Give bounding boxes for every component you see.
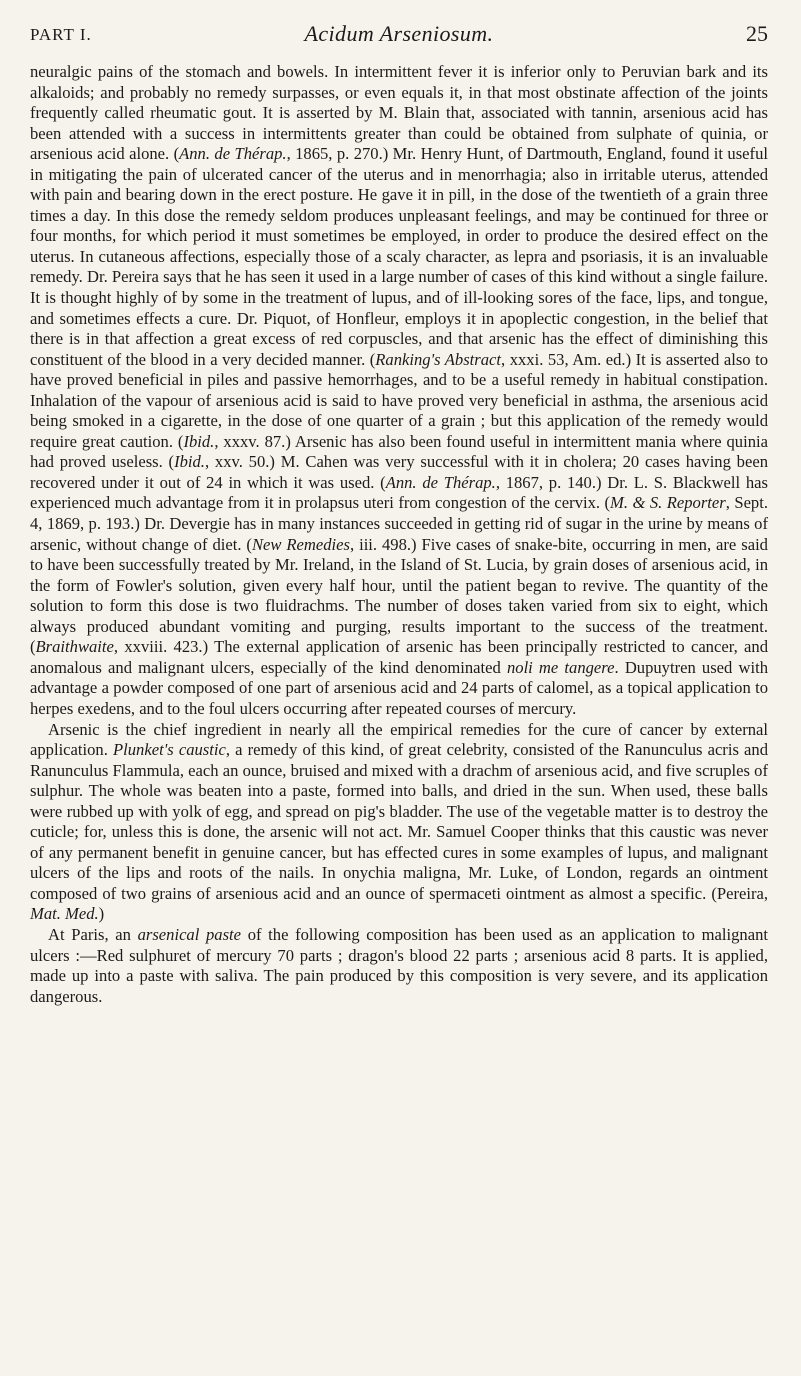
italic-text: Ibid. (183, 431, 215, 451)
page-number: 25 (746, 21, 768, 46)
text-run: , 1867, p. 140.) Dr. L. S. Blackwell has experienced much advantage from it in prolapsus uteri from congestion of the cervix. ( (30, 472, 768, 513)
italic-text: noli me tangere (506, 657, 615, 677)
paragraph (30, 720, 768, 925)
paragraph (30, 925, 768, 1007)
text-run: , iii. 498.) Five cases of snake-bite, occurring in men, are said to have been successfully treated by Mr. Ireland, in the Island of St. Lucia, by grain doses of arsenious acid, in the form of Fowler's solution, given every half hour, until the patient began to revive. The quantity of the solution to form this dose is two fluidrachms. The number of doses taken varied from six to eight, which always produced abundant vomiting and purging, results important to the success of the treatment. ( (30, 534, 768, 657)
body-text (30, 62, 768, 1007)
paragraph (30, 62, 768, 720)
italic-text: arsenical paste (137, 924, 242, 944)
part-label: PART I. (30, 25, 92, 44)
italic-text: Ann. de Thérap. (385, 472, 496, 492)
running-head (30, 21, 768, 49)
italic-text: Braithwaite (35, 637, 114, 657)
text-run: of the following composition has been used as an application to malignant ulcers :—Red sulphuret of mercury 70 parts ; dragon's blood 22 parts ; arsenious acid 8 parts. It is applied, made up into a paste with saliva. The pain produced by this composition is very severe, and its application dangerous. (30, 924, 768, 1006)
text-run: , a remedy of this kind, of great celebrity, consisted of the Ranunculus acris and Ranunculus Flammula, each an ounce, bruised and mixed with a drachm of arsenious acid, and five scruples of sulphur. The whole was beaten into a paste, formed into balls, and dried in the sun. When used, these balls were rubbed up with yolk of egg, and spread on pig's bladder. The use of the vegetable matter is to destroy the cuticle; for, unless this is done, the arsenic will not act. Mr. Samuel Cooper thinks that this caustic was never of any permanent benefit in genuine cancer, but has effected cures in some examples of lupus, and malignant ulcers of the lips and roots of the nails. In onychia maligna, Mr. Luke, of London, regards an ointment composed of two grains of arsenious acid and an ounce of spermaceti ointment as almost a specific. (Pereira, (30, 740, 768, 903)
italic-text: Ibid. (174, 452, 205, 472)
text-run: , xxxi. 53, Am. ed.) It is asserted also to have proved beneficial in piles and passive hemorrhages, and to be a useful remedy in habitual constipation. Inhalation of the vapour of arsenious acid is said to have proved very beneficial in asthma, the arsenious acid being smoked in a cigarette, in the dose of one quarter of a grain ; but this application of the remedy would require great caution. ( (30, 349, 768, 451)
text-run: Arsenic is the chief ingredient in nearly all the empirical remedies for the cure of cancer by external application. (30, 719, 768, 760)
text-run: , xxxv. 87.) Arsenic has also been found useful in intermittent mania where quinia had proved useless. ( (30, 431, 768, 472)
text-run: ) (98, 904, 105, 924)
text-run: . Dupuytren used with advantage a powder composed of one part of arsenious acid and 24 parts of calomel, as a topical application to herpes exedens, and to the foul ulcers occurring after repeated courses of mercury. (30, 657, 768, 718)
italic-text: New Remedies (251, 534, 350, 554)
italic-text: M. & S. Reporter (610, 493, 726, 513)
text-run: At Paris, an (48, 924, 138, 944)
text-run: , 1865, p. 270.) Mr. Henry Hunt, of Dartmouth, England, found it useful in mitigating the pain of ulcerated cancer of the uterus and in menorrhagia; also in irritable uterus, attended with pain and bearing down in the erect posture. He gave it in pill, in the dose of the twentieth of a grain three times a day. In this dose the remedy seldom produces unpleasant feelings, and may be continued for three or four months, for which period it must sometimes be employed, in order to produce the desired effect on the uterus. In cutaneous affections, especially those of a scaly character, as lepra and psoriasis, it is an invaluable remedy. Dr. Pereira says that he has seen it used in a large number of cases of this kind without a single failure. It is thought highly of by some in the treatment of lupus, and of ill-looking sores of the face, lips, and tongue, and sometimes effects a cure. Dr. Piquot, of Honfleur, employs it in apoplectic congestion, in the belief that there is in that affection a great excess of red corpuscles, and that arsenic has the effect of diminishing this constituent of the blood in a very decided manner. ( (30, 144, 768, 369)
text-run: , Sept. 4, 1869, p. 193.) Dr. Devergie has in many instances succeeded in getting rid of sugar in the urine by means of arsenic, without change of diet. ( (30, 493, 768, 554)
text-run: , xxviii. 423.) The external application of arsenic has been principally restricted to cancer, and anomalous and malignant ulcers, especially of the kind denominated (30, 637, 768, 677)
italic-text: Plunket's caustic (113, 740, 226, 760)
italic-text: Ranking's Abstract (375, 349, 502, 369)
page-title: Acidum Arseniosum. (304, 21, 494, 46)
italic-text: Mat. Med. (30, 904, 99, 924)
text-run: neuralgic pains of the stomach and bowels. In intermittent fever it is inferior only to Peruvian bark and its alkaloids; and probably no remedy surpasses, or even equals it, in that most obstinate affection of the joints frequently called rheumatic gout. It is asserted by M. Blain that, associated with tannin, arsenious acid has been attended with a success in intermittents greater than could be obtained from sulphate of quinia, or arsenious acid alone. ( (30, 62, 768, 164)
italic-text: Ann. de Thérap. (179, 144, 287, 164)
text-run: , xxv. 50.) M. Cahen was very successful with it in cholera; 20 cases having been recovered under it out of 24 in which it was used. ( (30, 452, 769, 492)
